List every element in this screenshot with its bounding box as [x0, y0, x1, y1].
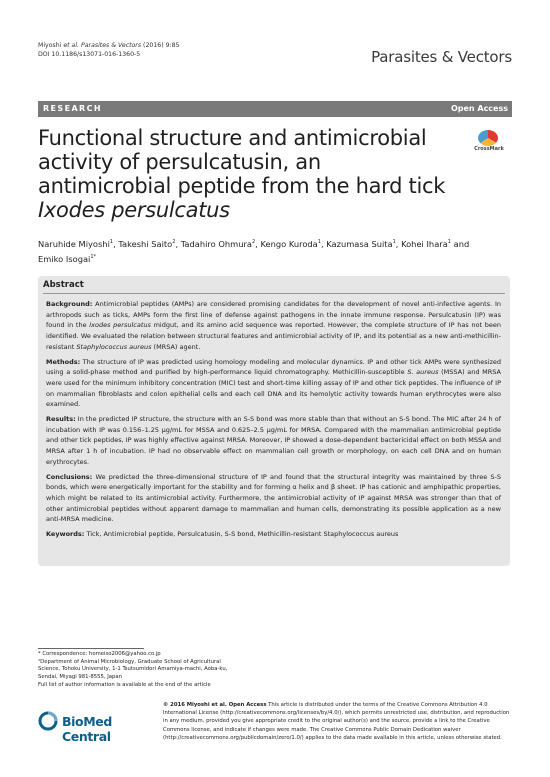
article-type-bar: [38, 101, 512, 117]
crossmark-logo[interactable]: [468, 130, 510, 154]
abstract-conclusions: [46, 472, 501, 526]
methods-text-2: (MSSA) and MRSA were used for the minimum inhibitory concentration (MIC) test and short-time killing assay of IP and other tick peptides. The influence of IP on mammalian fibroblasts and colon epithelial cells and each cell DNA and its hemolytic activity towards human erythrocytes were also examined.: [46, 368, 501, 409]
article-type-label: RESEARCH: [43, 104, 102, 113]
license-lead: © 2016 Miyoshi et al. Open Access: [163, 702, 267, 708]
background-text: Antimicrobial peptides (AMPs) are considered promising candidates for the development of novel anti-infective agents. In arthropods such as ticks, AMPs form the first line of defense against pathogens in the innate immune response. Persulcatusin (IP) was found in the: [46, 300, 501, 330]
biomed-central-wordmark: BioMed Central: [62, 714, 112, 744]
biomed-central-logo[interactable]: [38, 710, 143, 744]
author-name[interactable]: Kengo Kuroda: [260, 238, 318, 249]
conclusions-text: We predicted the three-dimensional structure of IP and found that the structural integrity was maintained by three S-S bonds, which were energetically important for the stability and for forming α helix and β sheet. IP has cationic and amphipathic properties, which might be related to its antimicrobial activity. Furthermore, the antimicrobial activity of IP against MRSA was stronger than that of other antimicrobial peptides without apparent damage to mammalian and human cells, demonstrating its possible application as a new anti-MRSA medicine.: [46, 472, 501, 524]
conclusions-label: Conclusions:: [46, 472, 93, 481]
abstract-heading: Abstract: [43, 280, 84, 290]
affiliation-line-3: Sendai, Miyagi 981-8555, Japan: [38, 674, 123, 681]
abstract-keywords: [46, 529, 501, 540]
author-affiliation-mark: 1*: [90, 253, 97, 260]
abstract-box: [38, 276, 510, 566]
title-main: Functional structure and antimicrobial activity of persulcatusin, an antimicrobial peptide from the hard tick: [38, 126, 446, 198]
abstract-divider: [43, 293, 505, 294]
journal-title: Parasites & Vectors: [371, 48, 512, 66]
abstract-methods: [46, 357, 501, 411]
methods-text: The structure of IP was predicted using homology modeling and molecular dynamics. IP and other tick AMPs were synthesized using a solid-phase method and purified by high-performance liquid chromatography. Methicillin-susceptible: [46, 357, 501, 377]
background-text-3: (MRSA) agent.: [151, 342, 201, 351]
keywords-label: Keywords:: [46, 530, 85, 539]
abstract-body: [46, 299, 501, 544]
license-statement: [163, 701, 511, 742]
author-name[interactable]: Kohei Ihara: [401, 238, 448, 249]
article-title: [38, 126, 458, 222]
author-name[interactable]: Naruhide Miyoshi: [38, 238, 110, 249]
background-species: Ixodes persulcatus: [89, 321, 151, 330]
citation-etal: et al.: [61, 42, 81, 49]
background-species-2: Staphylococcus aureus: [76, 342, 152, 351]
author-name[interactable]: Kazumasa Suita: [326, 238, 393, 249]
methods-species: S. aureus: [407, 368, 439, 377]
abstract-background: [46, 299, 501, 353]
results-text: In the predicted IP structure, the structure with an S-S bond was more stable than that without an S-S bond. The MIC after 24 h of incubation with IP was 0.156–1.25 μg/mL for MSSA and 0.625–2.5 μg/mL for MRSA. Compared with the mammalian antimicrobial peptide and other tick peptides, IP was highly effective against MRSA. Moreover, IP showed a dose-dependent bactericidal effect on both MSSA and MRSA after 1 h of incubation. IP had no observable effect on mammalian cell growth or morphology, on each cell DNA and on human erythrocytes.: [46, 415, 501, 466]
affiliation-line-1: ¹Department of Animal Microbiology, Graduate School of Agricultural: [38, 658, 221, 665]
footnote-divider: [38, 648, 144, 649]
author-name[interactable]: Emiko Isogai: [38, 253, 91, 264]
background-text-2: midgut, and its amino acid sequence was reported. However, the complete structure of IP has not been identified. We evaluated the relation between structural features and antimicrobial activity of IP, and its potential as a new anti-methicillin-resistant: [46, 321, 501, 351]
doi-link[interactable]: DOI 10.1186/s13071-016-1360-5: [38, 51, 141, 58]
crossmark-label: CrossMark: [474, 146, 504, 152]
license-text: This article is distributed under the terms of the Creative Commons Attribution 4.0 International License (http://creativecommons.org/licenses/by/4.0/), which permits unrestricted use, distribution, and reproduction in any medium, provided you give appropriate credit to the original author(s) and the source, provide a link to the Creative Commons license, and indicate if changes were made. The Creative Commons Public Domain Dedication waiver (http://creativecommons.org/publicdomain/zero/1.0/) applies to the data made available in this article, unless otherwise stated.: [163, 702, 510, 741]
results-label: Results:: [46, 415, 76, 424]
correspondence-email[interactable]: * Correspondence: homeiso2006@yahoo.co.jp: [38, 651, 161, 657]
author-name[interactable]: Takeshi Saito: [118, 238, 173, 249]
author-affiliation-mark: 1: [392, 239, 396, 245]
citation-authors: Miyoshi: [38, 42, 62, 49]
author-affiliation-mark: 1: [317, 239, 321, 245]
background-label: Background:: [46, 300, 93, 308]
citation-year-volume: (2016) 9:85: [141, 42, 180, 49]
author-affiliation-mark: 2: [172, 239, 176, 245]
title-species: Ixodes persulcatus: [38, 198, 230, 222]
open-access-label: Open Access: [450, 104, 508, 113]
author-info-note: Full list of author information is available at the end of the article: [38, 681, 211, 688]
article-citation: [38, 41, 179, 59]
affiliation-line-2: Science, Tohoku University, 1-1 Tsutsumidori Amamiya-machi, Aoba-ku,: [38, 666, 228, 673]
author-affiliation-mark: 1: [109, 239, 114, 245]
author-affiliation-mark: 2: [251, 239, 256, 245]
footnotes: [38, 651, 268, 690]
author-name[interactable]: Tadahiro Ohmura: [180, 238, 252, 249]
author-list: Naruhide Miyoshi$^1$, Takeshi Saito$^2$, Tadahiro Ohmura$^2$, Kengo Kuroda$^1$, Kazumasa Suita$^1$, Kohei Ihara$^1$ and Emiko Isogai$^{1*}$: [38, 238, 470, 264]
biomed-central-icon: [38, 711, 58, 731]
abstract-results: [46, 414, 501, 468]
crossmark-icon: [478, 130, 498, 146]
methods-label: Methods:: [46, 357, 81, 366]
citation-journal: Parasites & Vectors: [81, 42, 142, 49]
keywords-text: Tick, Antimicrobial peptide, Persulcatusin, S-S bond, Methicillin-resistant Staphylococcus aureus: [84, 530, 399, 539]
author-affiliation-mark: 1: [447, 239, 451, 245]
